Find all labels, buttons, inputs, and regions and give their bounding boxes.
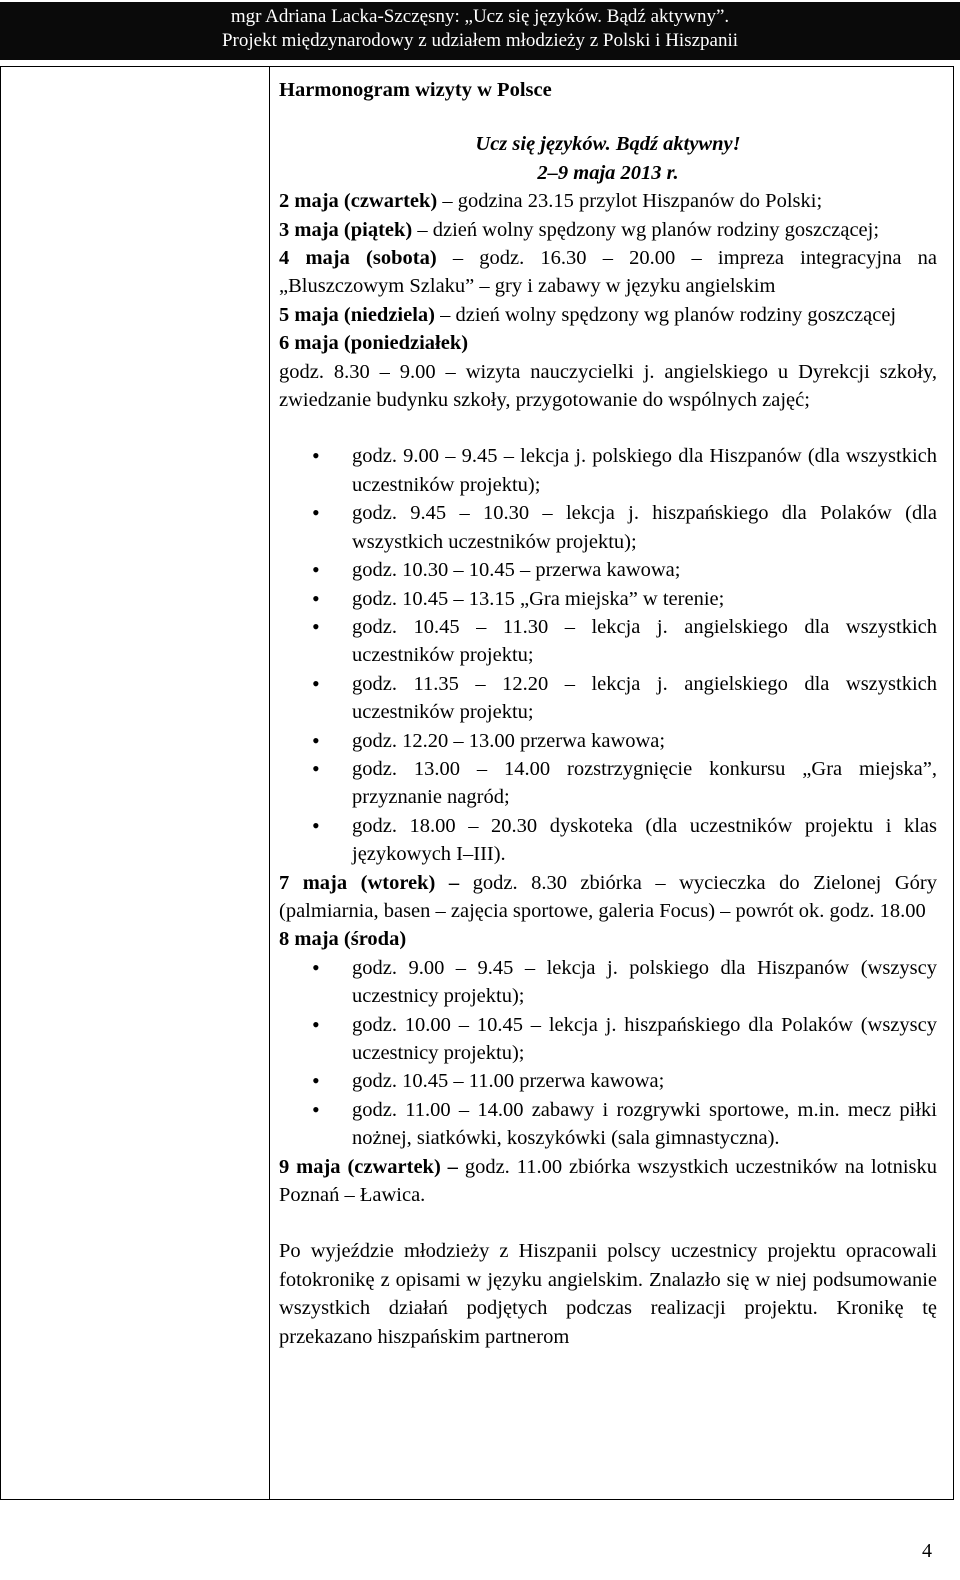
day-3-may bbox=[279, 216, 937, 244]
day-9-text: godz. 11.00 zbiórka wszystkich uczestników na lotnisku Poznań – Ławica. bbox=[279, 1155, 938, 1207]
list-item: • godz. 12.20 – 13.00 przerwa kawowa; bbox=[279, 727, 937, 755]
day-5-label: 5 maja (niedziela) bbox=[279, 303, 435, 326]
project-dates: 2–9 maja 2013 r. bbox=[537, 161, 679, 184]
list-item: • godz. 11.00 – 14.00 zabawy i rozgrywki sportowe, m.in. mecz piłki nożnej, siatkówki, koszykówki (sala gimnastyczna). bbox=[279, 1096, 937, 1153]
day-6-label: 6 maja (poniedziałek) bbox=[279, 332, 469, 355]
schedule-title: Harmonogram wizyty w Polsce bbox=[279, 79, 552, 101]
list-item: • godz. 10.45 – 11.00 przerwa kawowa; bbox=[279, 1067, 937, 1095]
list-item: • godz. 10.45 – 13.15 „Gra miejska” w terenie; bbox=[279, 585, 937, 613]
day-9-may bbox=[279, 1153, 937, 1210]
day-6-list bbox=[279, 442, 937, 868]
list-item: • godz. 18.00 – 20.30 dyskoteka (dla uczestników projektu i klas językowych I–III). bbox=[279, 812, 937, 869]
list-item: • godz. 9.00 – 9.45 – lekcja j. polskiego dla Hiszpanów (dla wszystkich uczestników projektu); bbox=[279, 442, 937, 499]
day-2-label: 2 maja (czwartek) bbox=[279, 190, 438, 213]
project-subtitle: Ucz się języków. Bądź aktywny! bbox=[475, 133, 741, 156]
day-2-may bbox=[279, 187, 937, 215]
column-divider bbox=[269, 67, 270, 1499]
closing-paragraph: Po wyjeździe młodzieży z Hiszpanii polscy uczestnicy projektu opracowali fotokronikę z opisami w języku angielskim. Znalazło się w niej podsumowanie wszystkich działań podjętych podczas realizacji projektu. Kronikę tę przekazano hiszpańskim partnerom bbox=[279, 1240, 937, 1348]
header-line-2: Projekt międzynarodowy z udziałem młodzieży z Polski i Hiszpanii bbox=[221, 30, 739, 51]
day-7-text: godz. 8.30 zbiórka – wycieczka do Zielonej Góry (palmiarnia, basen – zajęcia sportowe, galeria Focus) – powrót ok. godz. 18.00 bbox=[279, 871, 937, 922]
day-4-may bbox=[279, 244, 937, 301]
day-8-label: 8 maja (środa) bbox=[279, 928, 407, 951]
page-header bbox=[0, 2, 960, 60]
day-2-text: – godzina 23.15 przylot Hiszpanów do Polski; bbox=[437, 190, 823, 213]
day-4-text: – godz. 16.30 – 20.00 – impreza integracyjna na „Bluszczowym Szlaku” – gry i zabawy w języku angielskim bbox=[279, 247, 937, 298]
day-5-text: – dzień wolny spędzony wg planów rodziny goszczącej bbox=[435, 303, 897, 326]
day-3-text: – dzień wolny spędzony wg planów rodziny goszczącej; bbox=[412, 218, 880, 241]
list-item: • godz. 13.00 – 14.00 rozstrzygnięcie konkursu „Gra miejska”, przyznanie nagród; bbox=[279, 755, 937, 812]
header-line-1: mgr Adriana Lacka-Szczęsny: „Ucz się języków. Bądź aktywny”. bbox=[230, 6, 730, 27]
day-9-label: 9 maja (czwartek) – bbox=[279, 1155, 458, 1178]
day-4-label: 4 maja (sobota) bbox=[279, 247, 437, 270]
schedule-content bbox=[279, 76, 937, 1351]
list-item: • godz. 10.00 – 10.45 – lekcja j. hiszpańskiego dla Polaków (wszyscy uczestnicy projektu); bbox=[279, 1011, 937, 1068]
list-item: • godz. 10.30 – 10.45 – przerwa kawowa; bbox=[279, 556, 937, 584]
list-item: • godz. 11.35 – 12.20 – lekcja j. angielskiego dla wszystkich uczestników projektu; bbox=[279, 670, 937, 727]
day-3-label: 3 maja (piątek) bbox=[279, 218, 413, 241]
day-7-may bbox=[279, 869, 937, 926]
page-number: 4 bbox=[922, 1540, 932, 1562]
day-6-intro: godz. 8.30 – 9.00 – wizyta nauczycielki j. angielskiego u Dyrekcji szkoły, zwiedzanie budynku szkoły, przygotowanie do wspólnych zajęć; bbox=[279, 360, 937, 412]
day-5-may bbox=[279, 301, 937, 329]
day-8-list bbox=[279, 954, 937, 1153]
list-item: • godz. 9.00 – 9.45 – lekcja j. polskiego dla Hiszpanów (wszyscy uczestnicy projektu); bbox=[279, 954, 937, 1011]
list-item: • godz. 9.45 – 10.30 – lekcja j. hiszpańskiego dla Polaków (dla wszystkich uczestników projektu); bbox=[279, 499, 937, 556]
day-7-label: 7 maja (wtorek) – bbox=[279, 871, 460, 894]
list-item: • godz. 10.45 – 11.30 – lekcja j. angielskiego dla wszystkich uczestników projektu; bbox=[279, 613, 937, 670]
